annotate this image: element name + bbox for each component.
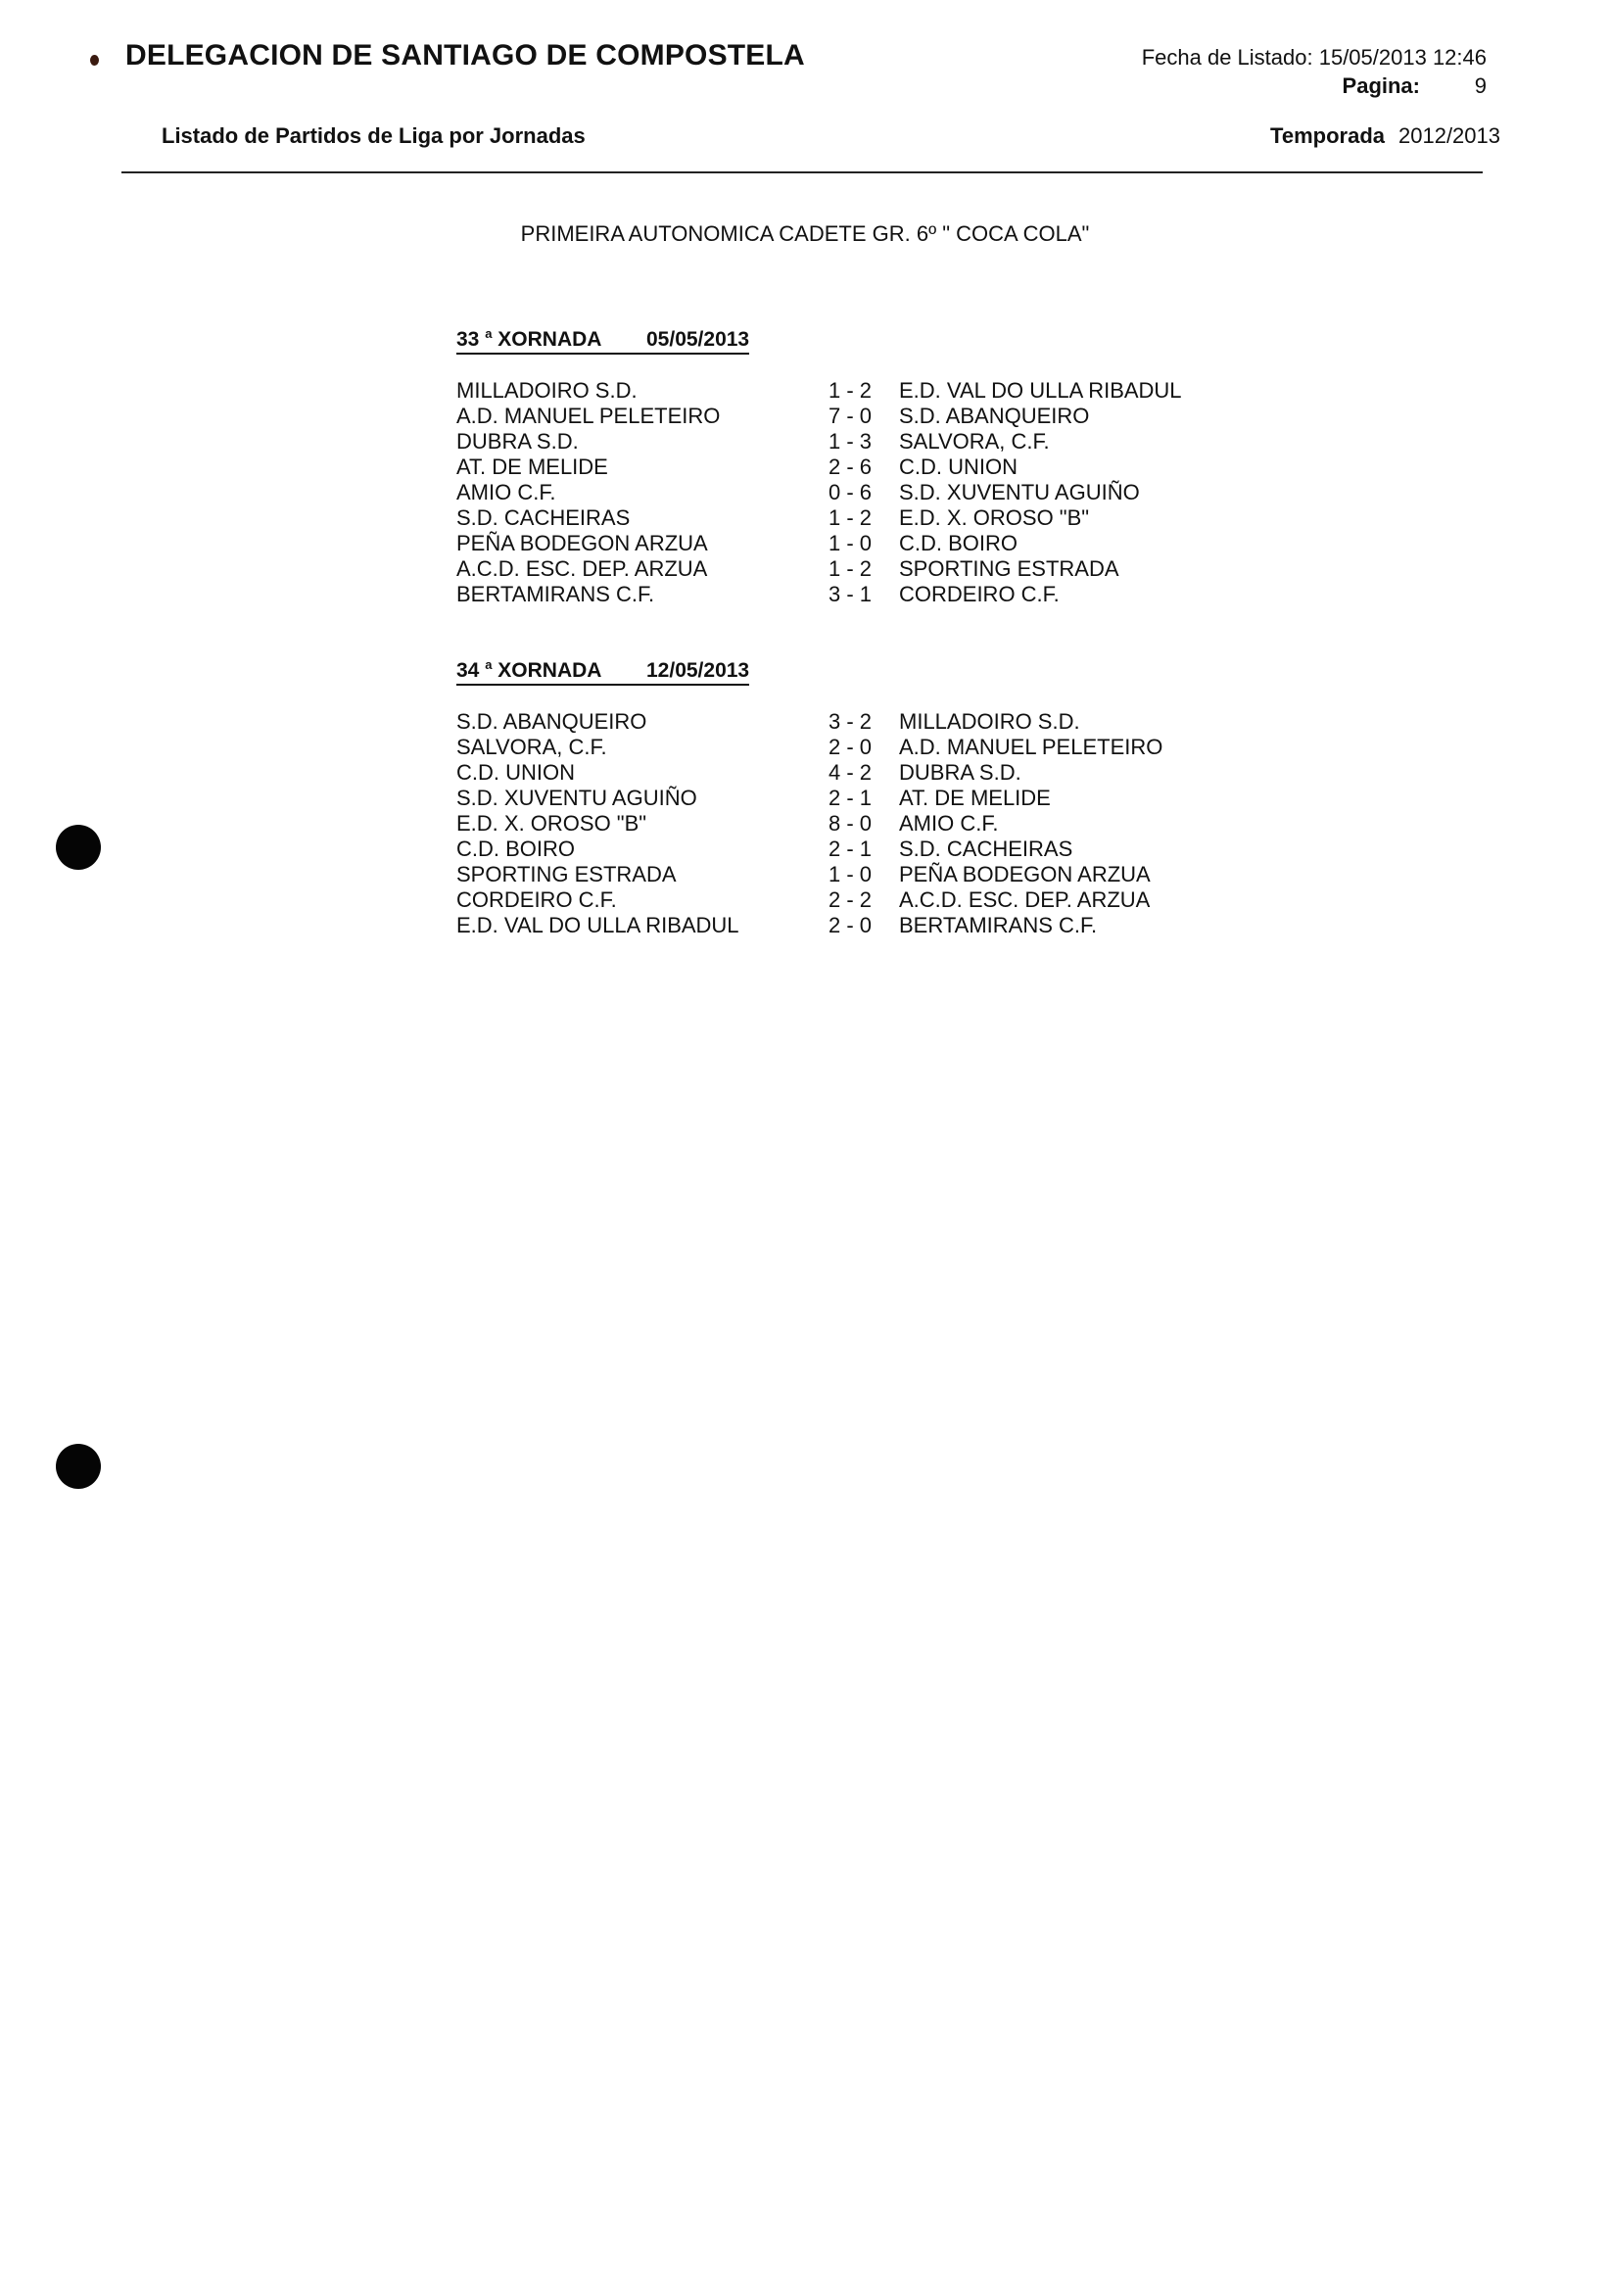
away-team: AMIO C.F. — [899, 811, 999, 836]
match-score: 1 - 3 — [828, 429, 873, 454]
home-team: S.D. XUVENTU AGUIÑO — [456, 786, 697, 810]
home-team: A.C.D. ESC. DEP. ARZUA — [456, 556, 708, 581]
match-row — [456, 735, 1338, 760]
home-team: E.D. X. OROSO "B" — [456, 811, 647, 836]
match-score: 3 - 2 — [828, 709, 873, 734]
away-team: MILLADOIRO S.D. — [899, 709, 1080, 734]
match-score: 4 - 2 — [828, 760, 873, 785]
match-score: 7 - 0 — [828, 404, 873, 428]
match-score: 1 - 2 — [828, 378, 873, 403]
match-row — [456, 913, 1338, 938]
round-label: XORNADA — [497, 328, 602, 351]
home-team: C.D. BOIRO — [456, 837, 576, 861]
page-number-value: 9 — [1474, 73, 1487, 98]
home-team: MILLADOIRO S.D. — [456, 378, 638, 403]
match-row — [456, 582, 1338, 607]
home-team: AMIO C.F. — [456, 480, 556, 504]
round-date: 12/05/2013 — [646, 659, 750, 682]
match-score: 2 - 0 — [828, 913, 873, 937]
match-score: 1 - 2 — [828, 556, 873, 581]
away-team: CORDEIRO C.F. — [899, 582, 1060, 606]
listing-date: Fecha de Listado: 15/05/2013 12:46 — [1141, 45, 1487, 70]
home-team: CORDEIRO C.F. — [456, 887, 617, 912]
away-team: E.D. VAL DO ULLA RIBADUL — [899, 378, 1182, 403]
away-team: E.D. X. OROSO "B" — [899, 505, 1090, 530]
match-row — [456, 531, 1338, 556]
away-team: C.D. UNION — [899, 454, 1018, 479]
round-header — [456, 326, 749, 355]
match-row — [456, 837, 1338, 862]
home-team: DUBRA S.D. — [456, 429, 579, 454]
home-team: E.D. VAL DO ULLA RIBADUL — [456, 913, 739, 937]
home-team: SPORTING ESTRADA — [456, 862, 677, 886]
round-ordinal: a — [485, 326, 493, 341]
home-team: S.D. ABANQUEIRO — [456, 709, 647, 734]
away-team: AT. DE MELIDE — [899, 786, 1051, 810]
round-label: XORNADA — [497, 659, 602, 682]
header-divider — [121, 171, 1483, 173]
away-team: C.D. BOIRO — [899, 531, 1018, 555]
round-header — [456, 657, 749, 686]
match-row — [456, 811, 1338, 837]
match-score: 3 - 1 — [828, 582, 873, 606]
match-row — [456, 760, 1338, 786]
away-team: SALVORA, C.F. — [899, 429, 1050, 454]
home-team: A.D. MANUEL PELETEIRO — [456, 404, 721, 428]
match-row — [456, 480, 1338, 505]
match-row — [456, 556, 1338, 582]
scan-speck — [90, 55, 99, 66]
away-team: PEÑA BODEGON ARZUA — [899, 862, 1151, 886]
page-number-label: Pagina: — [1342, 73, 1420, 98]
match-score: 2 - 0 — [828, 735, 873, 759]
match-score: 2 - 6 — [828, 454, 873, 479]
home-team: SALVORA, C.F. — [456, 735, 607, 759]
season-value: 2012/2013 — [1398, 123, 1500, 148]
match-row — [456, 709, 1338, 735]
binder-punch-hole — [56, 1444, 101, 1489]
match-score: 2 - 2 — [828, 887, 873, 912]
home-team: C.D. UNION — [456, 760, 575, 785]
page-number-row — [1343, 73, 1487, 99]
away-team: S.D. CACHEIRAS — [899, 837, 1073, 861]
match-row — [456, 786, 1338, 811]
report-subtitle: Listado de Partidos de Liga por Jornadas — [162, 123, 586, 148]
season-label: Temporada — [1270, 123, 1385, 148]
match-score: 2 - 1 — [828, 837, 873, 861]
match-list — [456, 378, 1338, 607]
match-row — [456, 404, 1338, 429]
match-row — [456, 887, 1338, 913]
round-number-group — [456, 326, 646, 352]
season-row — [1270, 123, 1500, 149]
match-row — [456, 429, 1338, 454]
home-team: S.D. CACHEIRAS — [456, 505, 631, 530]
away-team: BERTAMIRANS C.F. — [899, 913, 1098, 937]
round-date: 05/05/2013 — [646, 328, 750, 351]
away-team: S.D. XUVENTU AGUIÑO — [899, 480, 1140, 504]
round-number: 34 — [456, 659, 480, 682]
round-ordinal: a — [485, 657, 493, 672]
match-score: 8 - 0 — [828, 811, 873, 836]
away-team: S.D. ABANQUEIRO — [899, 404, 1090, 428]
binder-punch-hole — [56, 825, 101, 870]
match-score: 0 - 6 — [828, 480, 873, 504]
round-section — [456, 657, 1338, 938]
round-section — [456, 326, 1338, 607]
away-team: A.D. MANUEL PELETEIRO — [899, 735, 1163, 759]
home-team: BERTAMIRANS C.F. — [456, 582, 655, 606]
match-score: 1 - 2 — [828, 505, 873, 530]
match-row — [456, 378, 1338, 404]
match-score: 1 - 0 — [828, 531, 873, 555]
match-row — [456, 505, 1338, 531]
match-row — [456, 454, 1338, 480]
competition-title: PRIMEIRA AUTONOMICA CADETE GR. 6º " COCA COLA" — [520, 221, 1090, 246]
home-team: AT. DE MELIDE — [456, 454, 608, 479]
organization-title: DELEGACION DE SANTIAGO DE COMPOSTELA — [125, 39, 805, 72]
away-team: A.C.D. ESC. DEP. ARZUA — [899, 887, 1151, 912]
round-number: 33 — [456, 328, 480, 351]
match-score: 2 - 1 — [828, 786, 873, 810]
match-row — [456, 862, 1338, 887]
match-score: 1 - 0 — [828, 862, 873, 886]
home-team: PEÑA BODEGON ARZUA — [456, 531, 708, 555]
round-number-group — [456, 657, 646, 683]
away-team: DUBRA S.D. — [899, 760, 1021, 785]
match-list — [456, 709, 1338, 938]
away-team: SPORTING ESTRADA — [899, 556, 1119, 581]
